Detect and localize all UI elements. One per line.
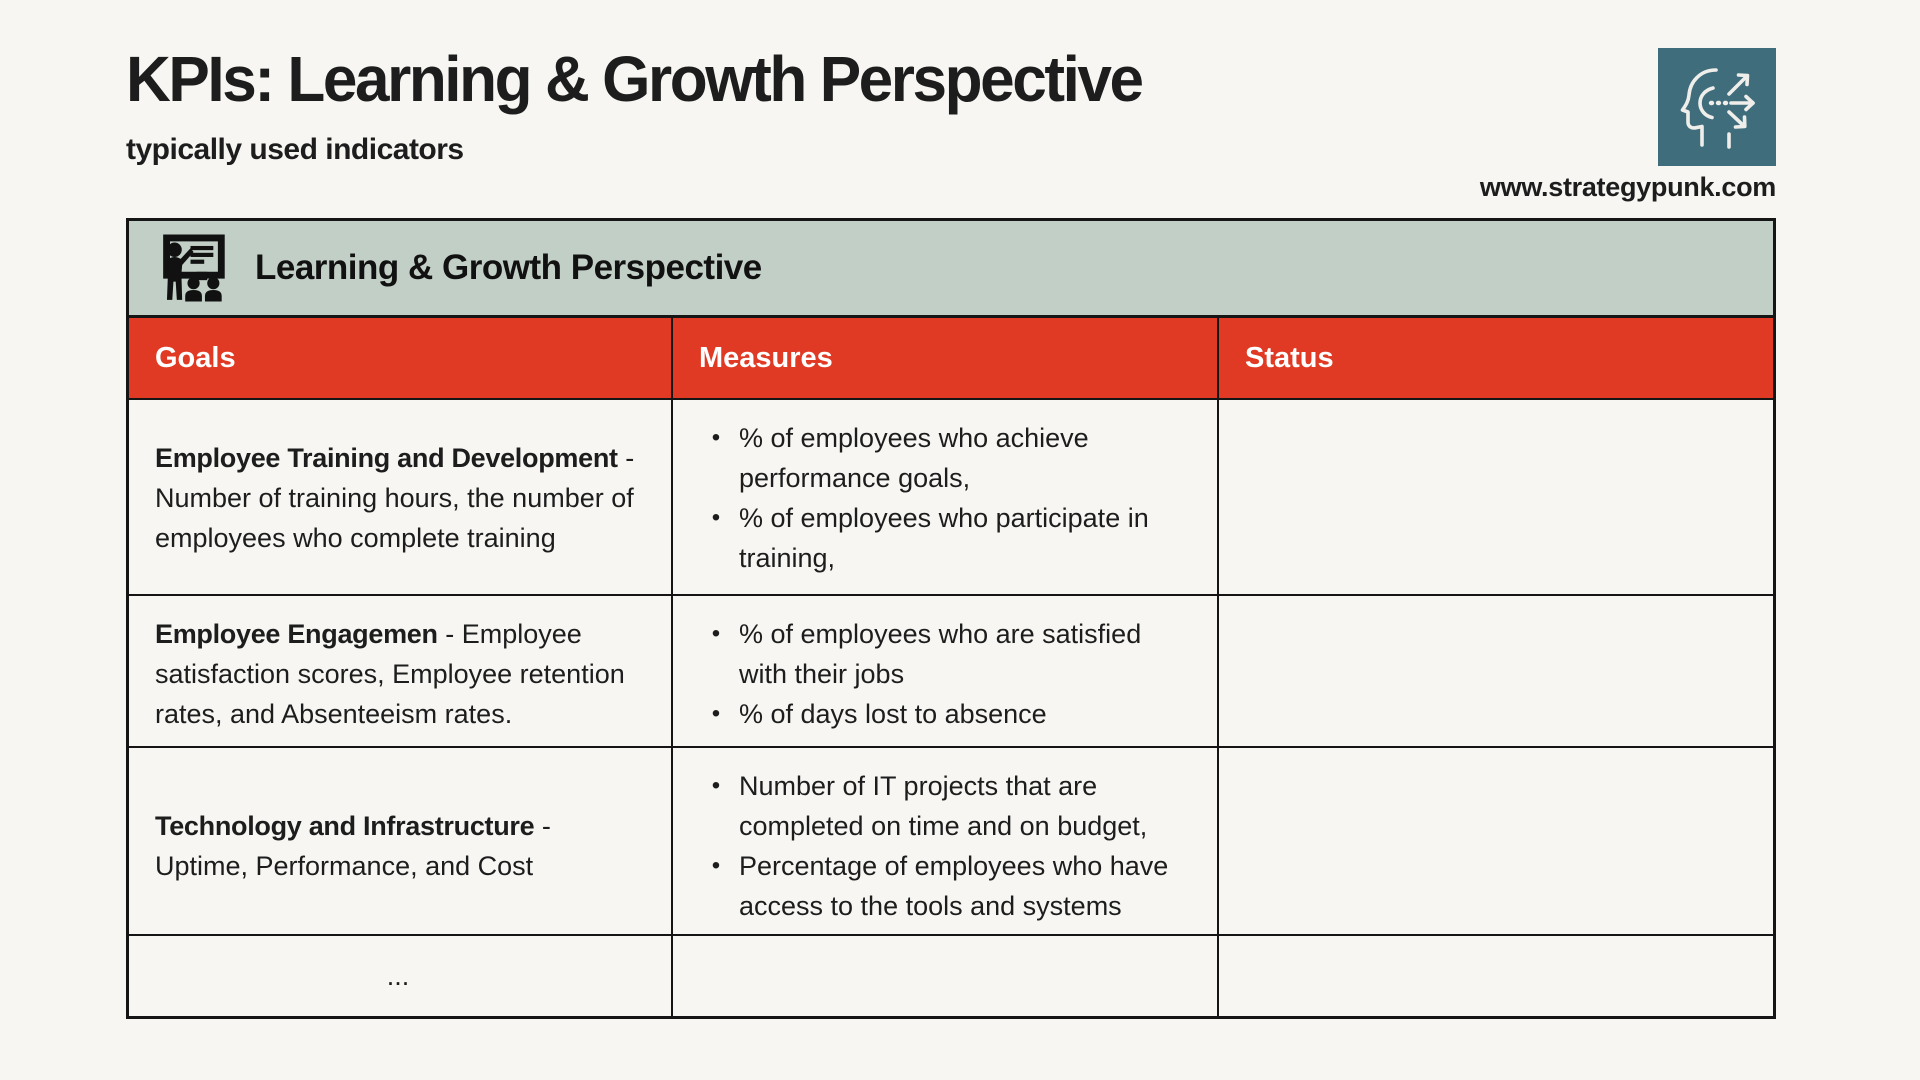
training-presenter-icon (151, 230, 227, 306)
measure-item (707, 766, 1187, 846)
measures-cell (673, 596, 1219, 752)
measure-text: Number of IT projects that are completed on time and on budget, (739, 771, 1148, 841)
goal-description: - Number of training hours, the number of employees who complete training (155, 443, 635, 553)
table-row (129, 746, 1773, 934)
table-row (129, 934, 1773, 1016)
strategypunk-logo (1658, 48, 1776, 166)
page-title: KPIs: Learning & Growth Perspective (126, 43, 1142, 115)
measure-text: % of employees who achieve performance goals, (739, 423, 1089, 493)
kpi-table (126, 218, 1776, 1019)
measures-cell (673, 400, 1219, 596)
measure-text: % of employees who are satisfied with their jobs (739, 619, 1142, 689)
status-cell (1219, 748, 1773, 944)
measure-item (707, 614, 1187, 694)
column-header-status: Status (1245, 341, 1334, 374)
column-header-goals: Goals (129, 318, 673, 398)
bullet-icon: • (711, 620, 721, 647)
measure-text: % of employees who participate in training, (739, 503, 1149, 573)
measure-item (707, 846, 1187, 926)
goal-description: - Employee satisfaction scores, Employee retention rates, and Absenteeism rates. (155, 619, 625, 729)
measure-item (707, 694, 1187, 734)
bullet-icon: • (711, 424, 721, 451)
strategypunk-head-arrows-icon (1667, 57, 1767, 157)
perspective-band (129, 221, 1773, 318)
measure-text: Percentage of employees who have access to the tools and systems (739, 851, 1169, 921)
goal-name: Technology and Infrastructure (155, 811, 535, 841)
goal-cell: ... (129, 936, 673, 1016)
status-cell (1219, 936, 1773, 1016)
page-subtitle: typically used indicators (126, 133, 464, 166)
table-header-row (129, 318, 1773, 398)
measure-text: % of days lost to absence (739, 699, 1047, 729)
goal-name: Employee Engagemen (155, 619, 438, 649)
goal-name: Employee Training and Development (155, 443, 618, 473)
goal-cell (129, 596, 673, 752)
table-row (129, 398, 1773, 594)
bullet-icon: • (711, 772, 721, 799)
table-row (129, 594, 1773, 746)
bullet-icon: • (711, 504, 721, 531)
bullet-icon: • (711, 700, 721, 727)
column-header-measures: Measures (673, 318, 1219, 398)
measures-cell (673, 748, 1219, 944)
status-cell (1219, 400, 1773, 596)
goal-cell (129, 400, 673, 596)
bullet-icon: • (711, 852, 721, 879)
status-cell (1219, 596, 1773, 752)
goal-cell (129, 748, 673, 944)
measure-item (707, 418, 1187, 498)
website-url: www.strategypunk.com (1479, 172, 1776, 202)
perspective-band-title: Learning & Growth Perspective (255, 248, 762, 287)
measure-item (707, 498, 1187, 578)
measures-cell (673, 936, 1219, 1016)
goal-description: - Uptime, Performance, and Cost (155, 811, 551, 881)
